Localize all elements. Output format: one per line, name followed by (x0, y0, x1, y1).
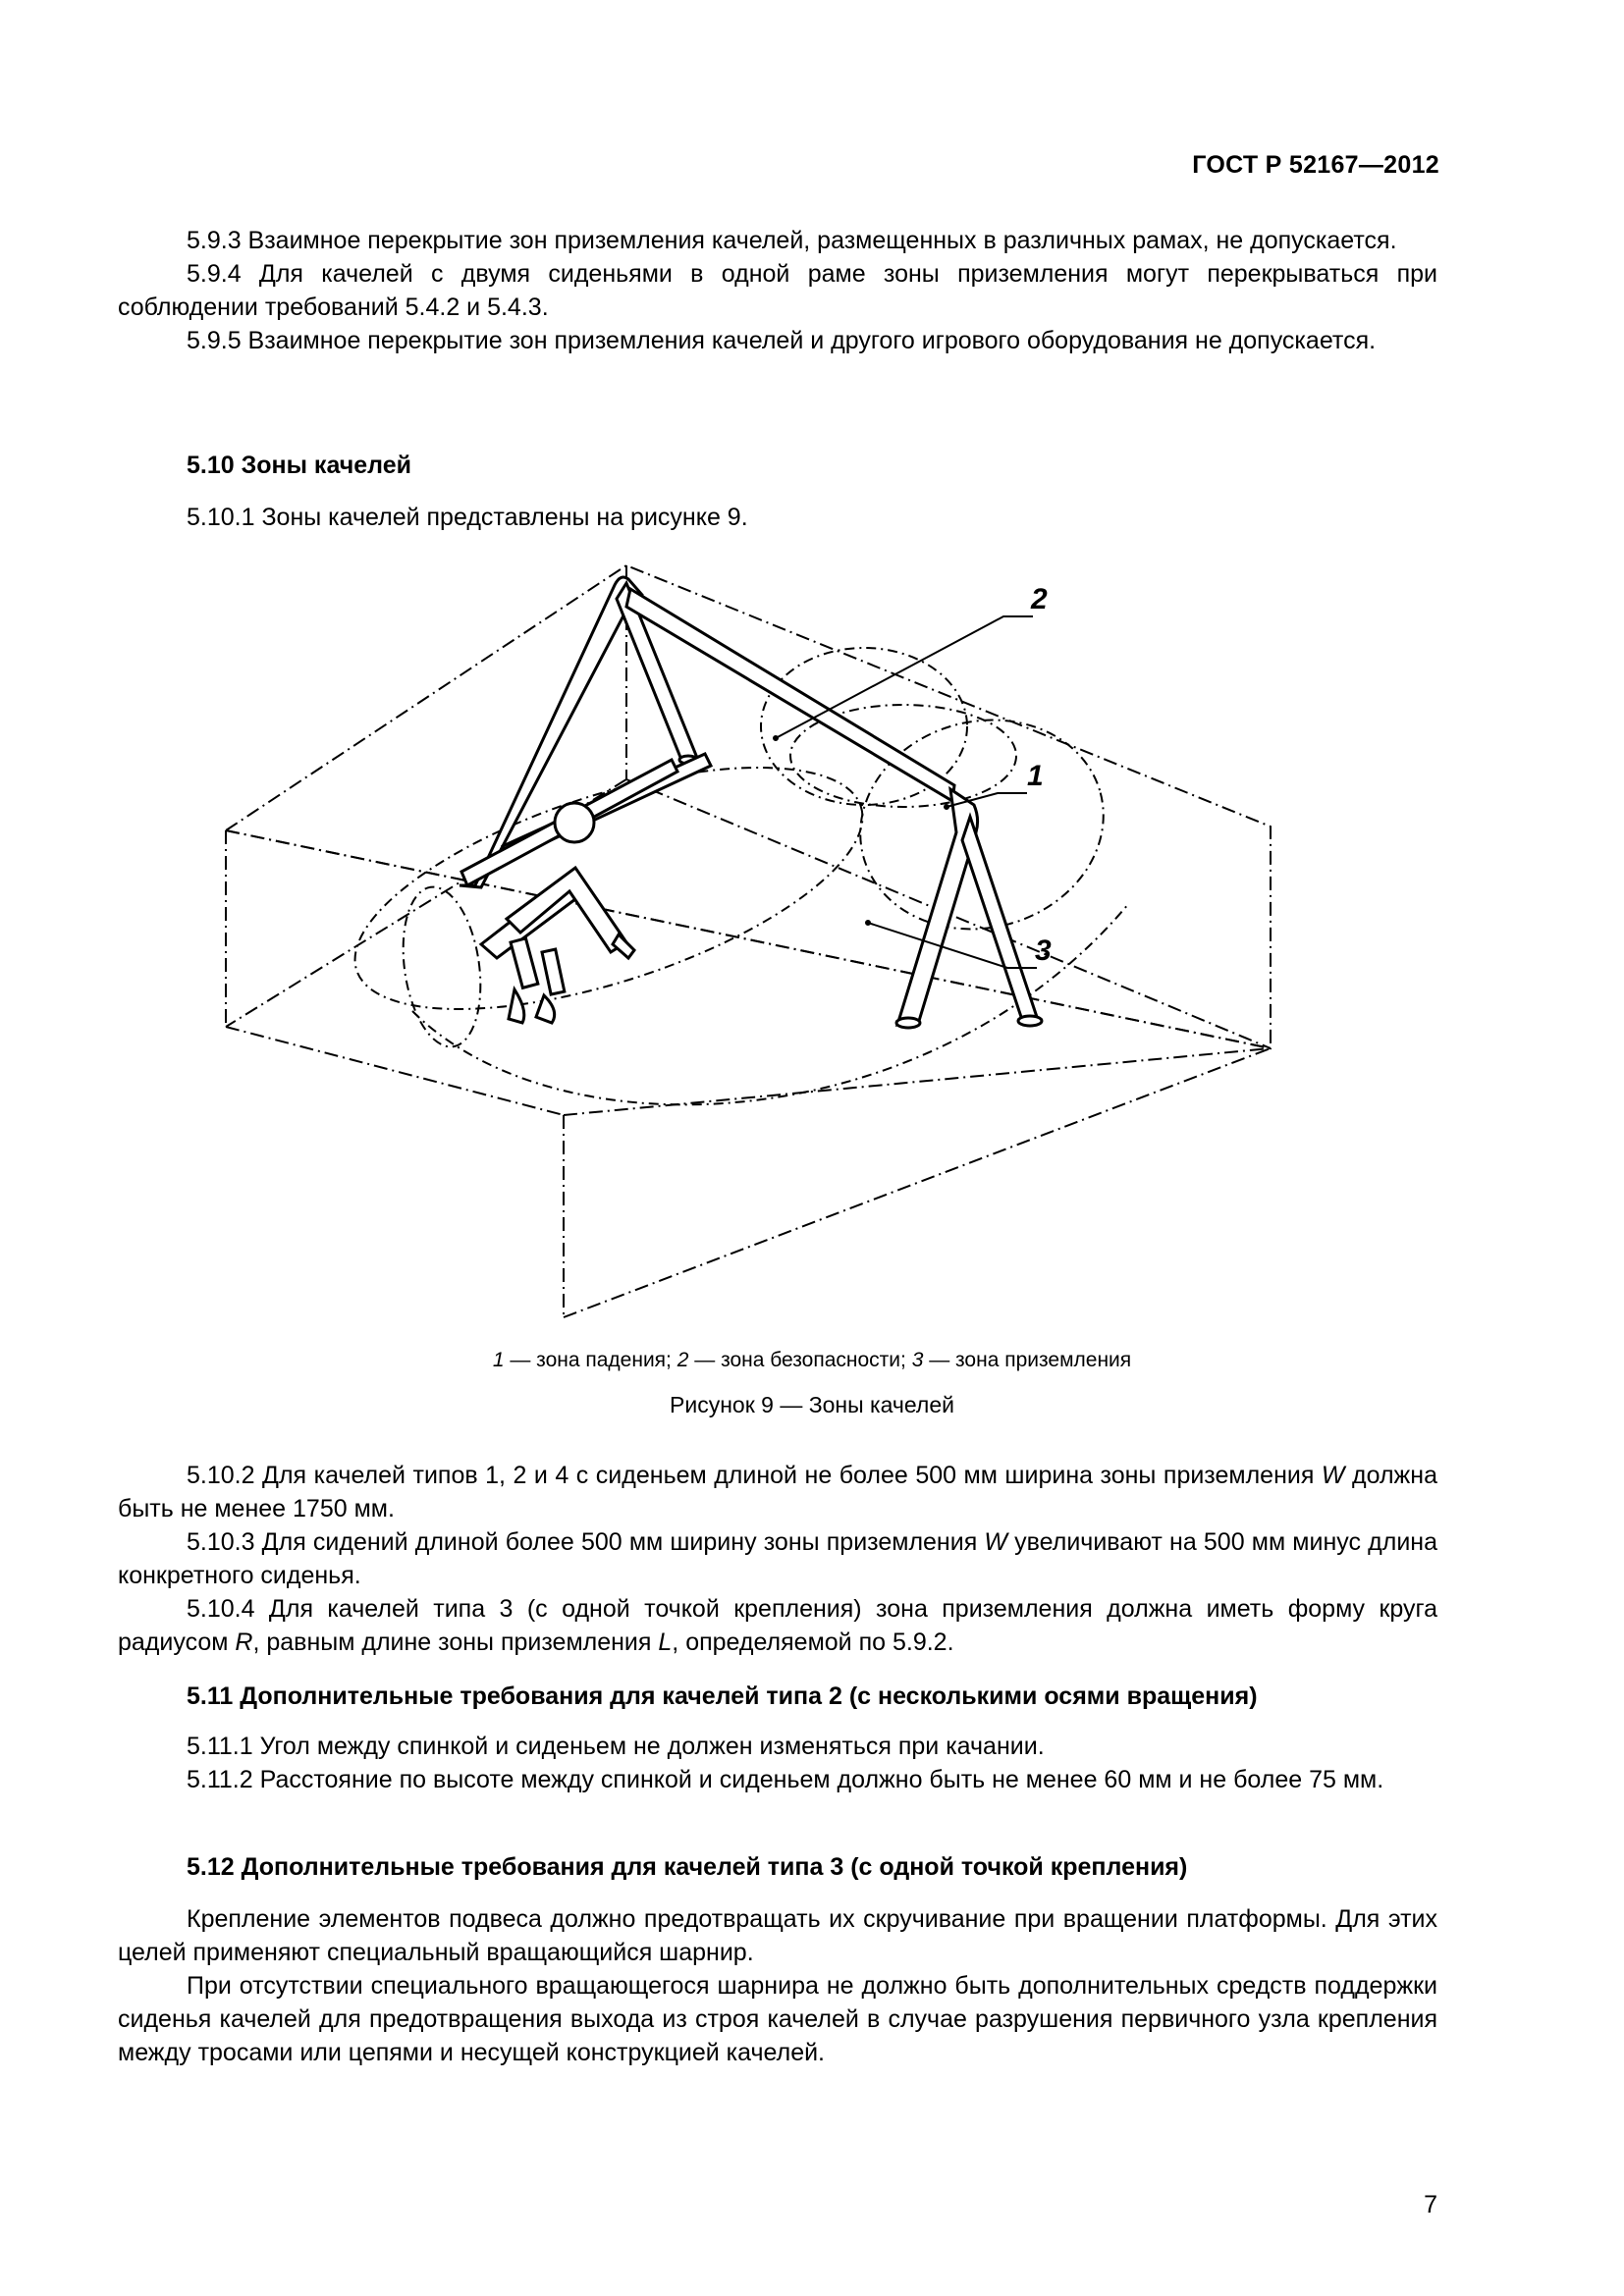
section-5-12-heading: 5.12 Дополнительные требования для качелей типа 3 (с одной точкой крепления) (187, 1853, 1188, 1881)
p2-text-b: должна быть не менее 1750 мм. (118, 1462, 1437, 1522)
p3-text-b: увеличивают на 500 мм минус длина конкретного сиденья. (118, 1528, 1437, 1589)
paragraph-block-5-10-1 (118, 501, 1437, 534)
paragraph-5-12-a: Крепление элементов подвеса должно предотвращать их скручивание при вращении платформы. Для этих целей применяют специальный вращающийся шарнир. (118, 1905, 1437, 1966)
figure-legend (0, 1349, 1624, 1372)
paragraph-5-10-4 (118, 1592, 1437, 1659)
legend-text-3: — зона приземления (923, 1349, 1132, 1371)
figure-caption: Рисунок 9 — Зоны качелей (670, 1392, 954, 1417)
label-1: 1 (1027, 760, 1044, 792)
paragraph-5-10-3 (118, 1525, 1437, 1592)
label-3: 3 (1035, 934, 1052, 967)
p4-text-c: , определяемой по 5.9.2. (672, 1629, 954, 1656)
legend-text-1: — зона падения; (504, 1349, 677, 1371)
landing-zone-shape (328, 718, 1129, 1104)
label-2: 2 (1031, 583, 1048, 615)
paragraph-5-10-2 (118, 1459, 1437, 1525)
legend-num-3: 3 (911, 1349, 924, 1371)
paragraph-block-5-12 (118, 1902, 1437, 2069)
section-5-10-heading: 5.10 Зоны качелей (187, 452, 411, 479)
page-number: 7 (1424, 2191, 1437, 2218)
p2-var-w: W (1321, 1462, 1345, 1489)
p4-var-r: R (235, 1629, 253, 1656)
swing-seat-with-child (461, 754, 711, 1023)
legend-text-2: — зона безопасности; (688, 1349, 912, 1371)
p4-text-a: 5.10.4 Для качелей типа 3 (с одной точкой крепления) зона приземления должна иметь форму круга радиусом (118, 1595, 1437, 1656)
paragraph-5-12-b: При отсутствии специального вращающегося шарнира не должно быть дополнительных средств поддержки сиденья качелей для предотвращения выхода из строя качелей в случае разрушения первичного узла крепления между тросами или цепями и несущей конструкцией качелей. (118, 1972, 1437, 2066)
paragraph-block-5-11 (118, 1730, 1437, 1796)
section-5-11-heading: 5.11 Дополнительные требования для качелей типа 2 (с несколькими осями вращения) (187, 1682, 1258, 1710)
legend-num-2: 2 (677, 1349, 689, 1371)
paragraph-5-11-2: 5.11.2 Расстояние по высоте между спинкой и сиденьем должно быть не менее 60 мм и не более 75 мм. (187, 1766, 1384, 1793)
paragraph-5-9-5: 5.9.5 Взаимное перекрытие зон приземления качелей и другого игрового оборудования не допускается. (187, 327, 1377, 354)
p2-text-a: 5.10.2 Для качелей типов 1, 2 и 4 с сиденьем длиной не более 500 мм ширина зоны приземления (187, 1462, 1322, 1489)
p4-var-l: L (658, 1629, 673, 1656)
p3-text-a: 5.10.3 Для сидений длиной более 500 мм ширину зоны приземления (187, 1528, 985, 1556)
paragraph-5-9-3: 5.9.3 Взаимное перекрытие зон приземления качелей, размещенных в различных рамах, не допускается. (187, 227, 1397, 254)
paragraph-5-11-1: 5.11.1 Угол между спинкой и сиденьем не должен изменяться при качании. (187, 1733, 1045, 1760)
legend-num-1: 1 (492, 1349, 505, 1371)
paragraph-5-9-4: 5.9.4 Для качелей с двумя сиденьями в одной раме зоны приземления могут перекрываться при соблюдении требований 5.4.2 и 5.4.3. (118, 260, 1437, 321)
document-code: ГОСТ Р 52167—2012 (1192, 151, 1439, 179)
p4-text-b: , равным длине зоны приземления (252, 1629, 659, 1656)
paragraph-block-5-10-rest (118, 1459, 1437, 1659)
p3-var-w: W (984, 1528, 1008, 1556)
paragraph-5-10-1: 5.10.1 Зоны качелей представлены на рисунке 9. (187, 504, 748, 531)
paragraph-block-5-9 (118, 224, 1437, 357)
swing-zones-figure (187, 550, 1365, 1355)
